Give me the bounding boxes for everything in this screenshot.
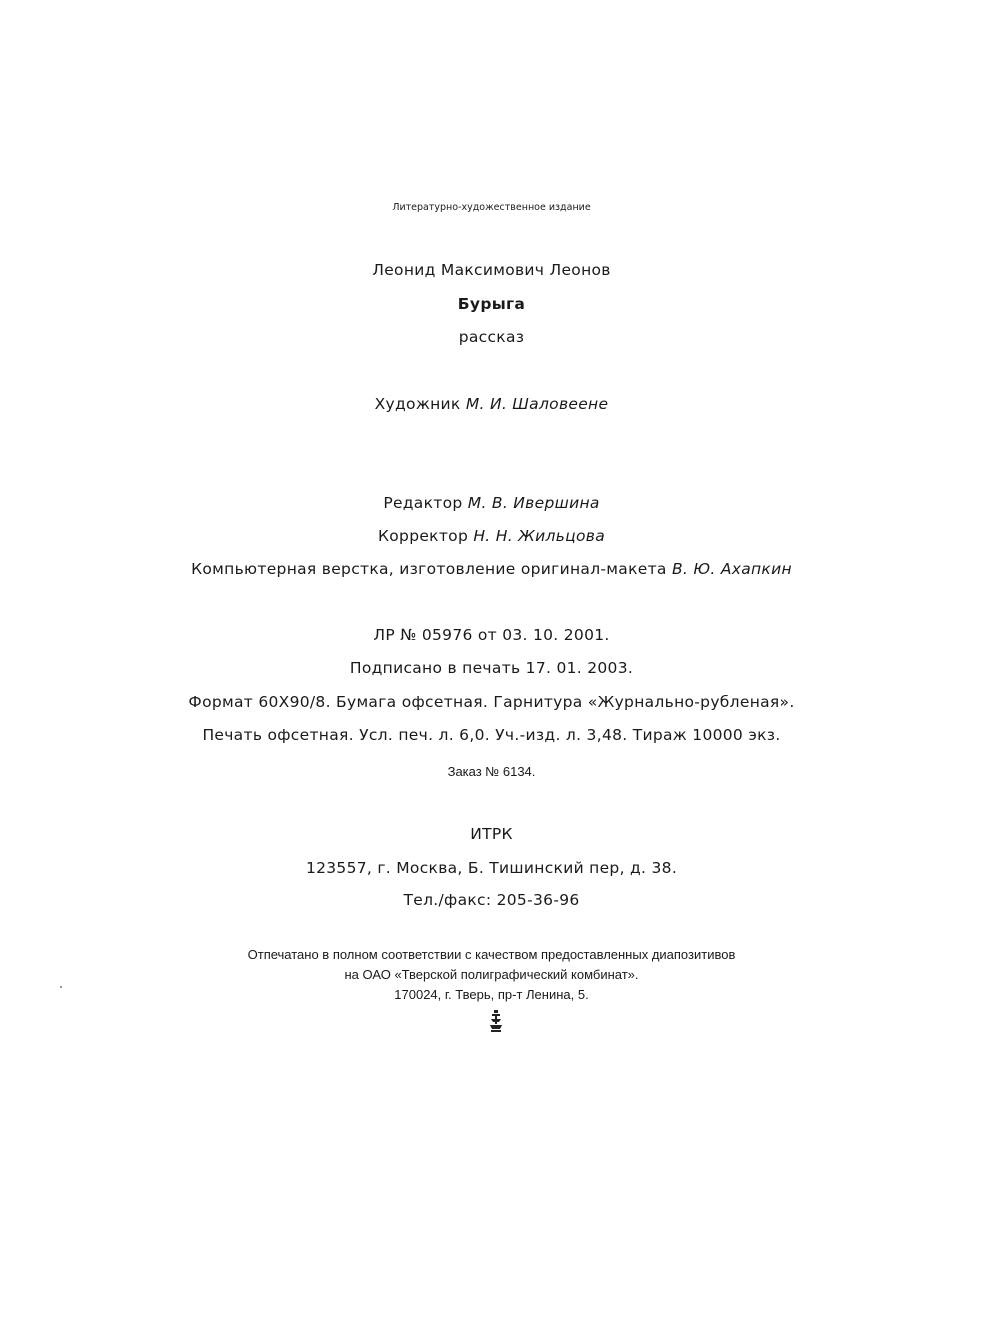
book-title: Бурыга xyxy=(457,295,526,313)
printer-line-1: Отпечатано в полном соответствии с качеством предоставленных диапозитивов xyxy=(247,947,736,962)
printer-logo-icon xyxy=(489,1010,503,1032)
printer-line-3: 170024, г. Тверь, пр-т Ленина, 5. xyxy=(394,987,589,1002)
layout-name: В. Ю. Ахапкин xyxy=(671,560,792,578)
license-line: ЛР № 05976 от 03. 10. 2001. xyxy=(373,626,610,644)
order-line: Заказ № 6134. xyxy=(447,764,536,779)
edition-type: Литературно-художественное издание xyxy=(392,202,591,213)
signed-line: Подписано в печать 17. 01. 2003. xyxy=(349,659,634,677)
corrector-credit xyxy=(0,529,983,545)
book-genre: рассказ xyxy=(458,328,525,346)
illustrator-credit xyxy=(0,397,983,413)
corrector-name: Н. Н. Жильцова xyxy=(473,527,606,545)
publisher-name: ИТРК xyxy=(470,825,513,843)
scan-speck xyxy=(60,986,62,988)
author-name: Леонид Максимович Леонов xyxy=(372,261,611,279)
print-info-line: Печать офсетная. Усл. печ. л. 6,0. Уч.-изд. л. 3,48. Тираж 10000 экз. xyxy=(202,726,781,744)
printer-line-2: на ОАО «Тверской полиграфический комбинат». xyxy=(344,967,639,982)
illustrator-label: Художник xyxy=(374,395,461,413)
illustrator-name: М. И. Шаловеене xyxy=(465,395,609,413)
format-line: Формат 60Х90/8. Бумага офсетная. Гарнитура «Журнально-рубленая». xyxy=(188,693,795,711)
publisher-phone: Тел./факс: 205-36-96 xyxy=(403,891,580,909)
editor-name: М. В. Ивершина xyxy=(467,494,600,512)
publisher-address: 123557, г. Москва, Б. Тишинский пер, д. 38. xyxy=(305,859,678,877)
corrector-label: Корректор xyxy=(377,527,469,545)
layout-label: Компьютерная верстка, изготовление оригинал-макета xyxy=(191,560,667,578)
editor-label: Редактор xyxy=(383,494,463,512)
layout-credit xyxy=(0,562,983,578)
editor-credit xyxy=(0,496,983,512)
